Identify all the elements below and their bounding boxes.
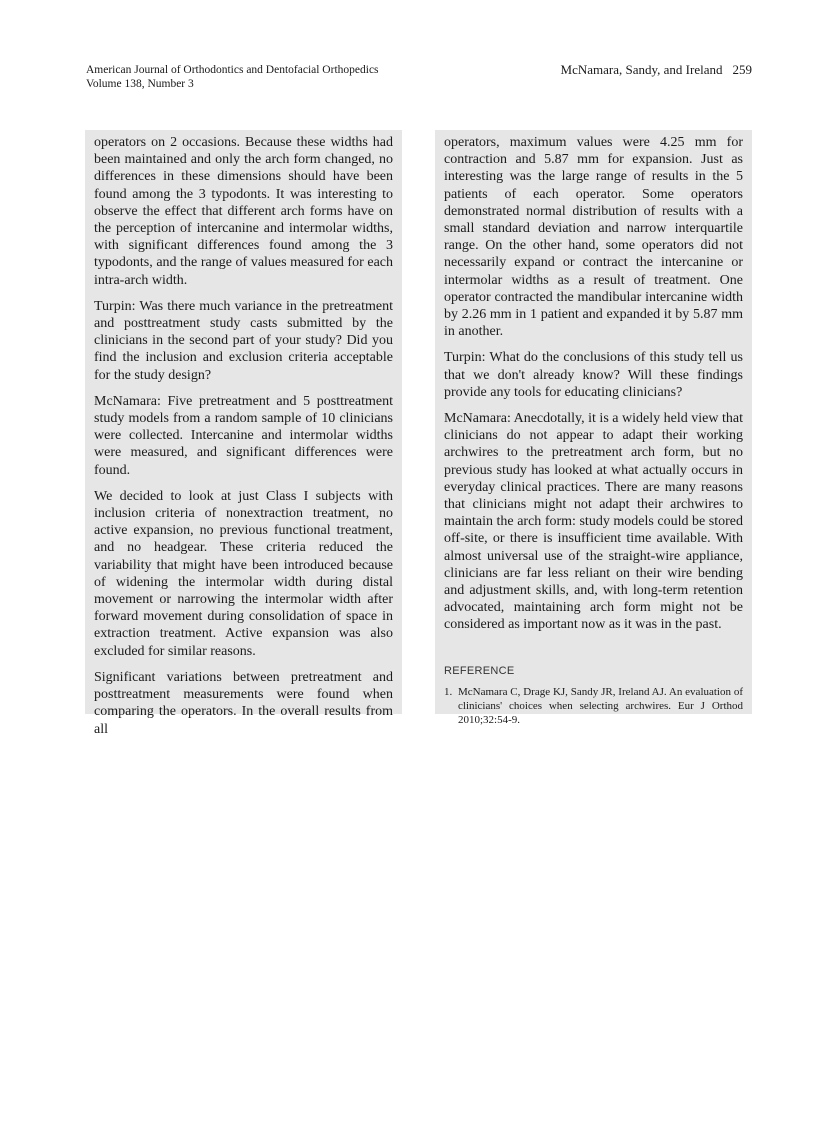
paragraph: McNamara: Anecdotally, it is a widely held view that clinicians do not appear to adapt their working archwires to the pretreatment arch form, but no previous study has looked at what actually occurs in everyday clinical practices. There are many reasons that clinicians might not adapt their archwires to maintain the arch form: study models could be stored off-site, or there is insufficient time available. With almost universal use of the straight-wire appliance, clinicians are far less reliant on their wire bending and adjustment skills, and, with long-term retention advocated, maintaining arch form might not be considered as important now as it was in the past. [444,411,743,633]
journal-volume: Volume 138, Number 3 [86,78,194,90]
paragraph: We decided to look at just Class I subjects with inclusion criteria of nonextraction treatment, no active expansion, no previous functional treatment, and no headgear. These criteria reduced the variability that might have been introduced because of widening the intermolar width during distal movement or narrowing the intermolar width after forward movement during consolidation of space in extraction treatment. Active expansion was also excluded for similar reasons. [94,488,393,659]
reference-text: McNamara C, Drage KJ, Sandy JR, Ireland AJ. An evaluation of clinicians' choices when selecting archwires. Eur J Orthod 2010;32:54-9. [458,685,743,726]
paragraph: Turpin: What do the conclusions of this study tell us that we don't already know? Will these findings provide any tools for educating clinicians? [444,350,743,400]
journal-title: American Journal of Orthodontics and Dentofacial Orthopedics [86,64,379,76]
running-header-left [86,63,379,91]
page-number: 259 [732,62,752,77]
paragraph: Significant variations between pretreatment and posttreatment measurements were found when comparing the operators. In the overall results from all [94,669,393,737]
article-authors: McNamara, Sandy, and Ireland [560,62,723,77]
reference-heading: REFERENCE [444,664,515,677]
paragraph: McNamara: Five pretreatment and 5 posttreatment study models from a random sample of 10 clinicians were collected. Intercanine and intermolar widths were measured, and significant differences were found. [94,393,393,478]
reference-number: 1. [444,685,453,698]
paragraph: operators, maximum values were 4.25 mm for contraction and 5.87 mm for expansion. Just as interesting was the large range of results in the 5 patients of each operator. Some operators demonstrated normal distribution of results with a small standard deviation and narrow interquartile range. On the other hand, some operators did not necessarily expand or contract the intercanine or intermolar widths as a result of treatment. One operator contracted the mandibular intercanine width by 2.26 mm in 1 patient and expanded it by 5.87 mm in another. [444,135,743,340]
running-header-right [561,63,752,77]
paragraph: Turpin: Was there much variance in the pretreatment and posttreatment study casts submitted by the clinicians in the second part of your study? Did you find the inclusion and exclusion criteria acceptable for the study design? [94,298,393,383]
right-column [435,130,752,726]
reference-item [444,685,743,727]
left-column [85,130,402,737]
paragraph: operators on 2 occasions. Because these widths had been maintained and only the arch form changed, no differences in these dimensions should have been found among the 3 typodonts. It was interesting to observe the effect that different arch forms have on the perception of intercanine and intermolar widths, with significant differences found among the 3 typodonts, and the range of values measured for each intra-arch width. [94,135,393,288]
